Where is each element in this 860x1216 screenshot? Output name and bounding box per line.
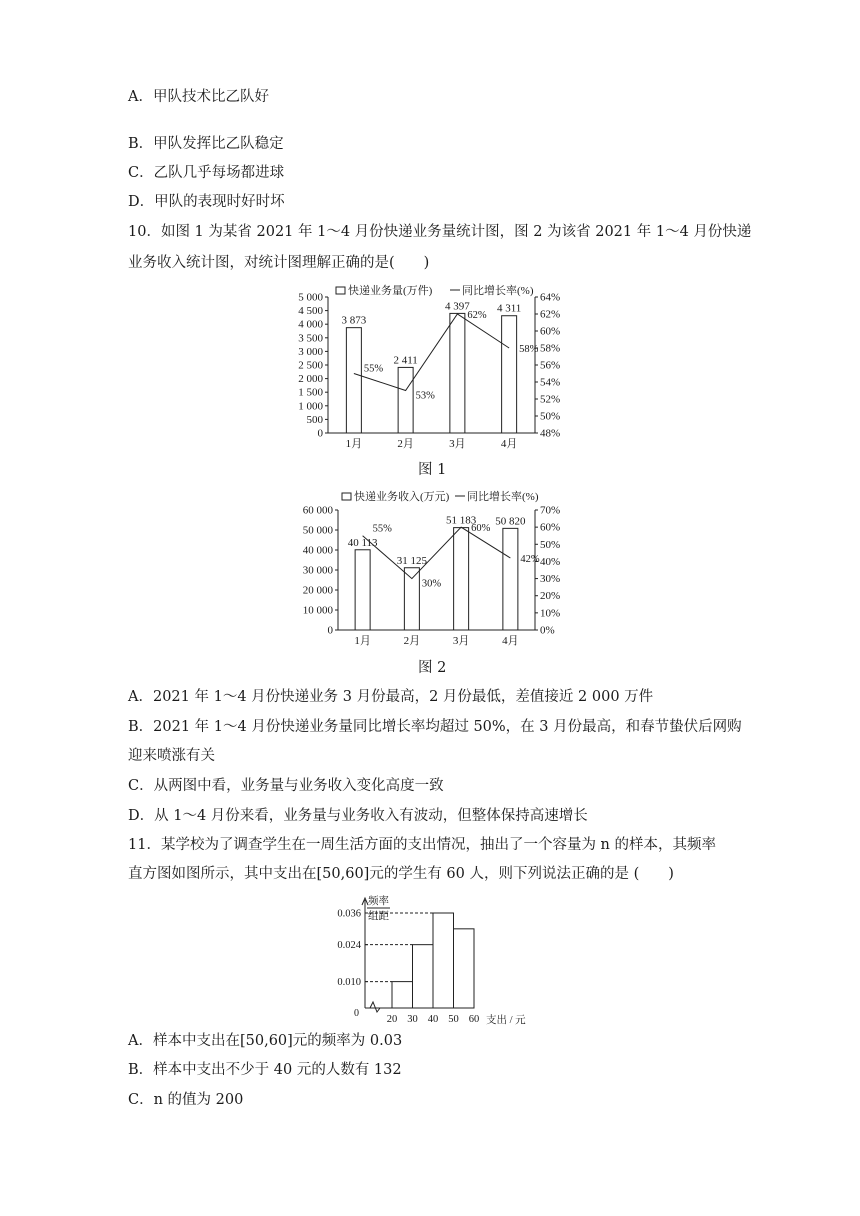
- y-tick-label: 500: [306, 413, 323, 426]
- y-tick-label: 1 000: [298, 400, 323, 413]
- fig2-caption: 图 2: [418, 660, 447, 676]
- bar-value-label: 3 873: [341, 314, 367, 327]
- q10-option-c: C．从两图中看，业务量与业务收入变化高度一致: [128, 778, 444, 794]
- q10-option-a: A．2021 年 1～4 月份快递业务 3 月份最高，2 月份最低，差值接近 2 000 万件: [128, 689, 654, 705]
- y2-tick-label: 60%: [540, 325, 561, 338]
- origin-label: 0: [354, 1008, 359, 1019]
- bar-value-label: 51 183: [446, 514, 477, 527]
- bar: [450, 313, 465, 433]
- y-tick-label: 20 000: [302, 584, 333, 597]
- growth-rate-label: 53%: [415, 390, 435, 402]
- bar-value-label: 2 411: [393, 354, 418, 367]
- q11-option-c: C．n 的值为 200: [128, 1092, 244, 1108]
- y2-tick-label: 50%: [540, 538, 561, 551]
- growth-rate-label: 58%: [519, 344, 539, 355]
- bar-value-label: 4 397: [445, 300, 470, 313]
- legend-bar-swatch: [336, 287, 345, 294]
- q11-option-a: A．样本中支出在[50,60]元的频率为 0.03: [128, 1033, 403, 1049]
- x-tick-label: 4月: [500, 438, 518, 450]
- y2-tick-label: 60%: [540, 521, 561, 534]
- y-tick-label: 0.036: [337, 908, 361, 920]
- bar: [355, 550, 370, 630]
- x-tick-label: 30: [407, 1014, 418, 1025]
- bar: [398, 367, 413, 433]
- y-tick-label: 5 000: [298, 291, 323, 304]
- fig2-chart: [280, 490, 580, 650]
- y-tick-label: 0: [317, 427, 323, 440]
- growth-rate-label: 60%: [471, 523, 491, 535]
- y2-tick-label: 56%: [540, 359, 561, 372]
- x-tick-label: 3月: [452, 635, 470, 647]
- y-tick-label: 30 000: [302, 564, 333, 577]
- y2-tick-label: 62%: [540, 308, 561, 321]
- bar: [346, 328, 361, 433]
- y2-tick-label: 40%: [540, 555, 561, 568]
- y-tick-label: 2 500: [298, 359, 323, 372]
- y-tick-label: 0.024: [337, 940, 361, 952]
- growth-rate-label: 42%: [520, 554, 540, 565]
- x-tick-label: 60: [468, 1014, 480, 1025]
- q9-option-c: C．乙队几乎每场都进球: [128, 165, 285, 181]
- q10-option-b: B．2021 年 1～4 月份快递业务量同比增长率均超过 50%，在 3 月份最高，和春节蛰伏后网购: [128, 719, 742, 735]
- q11-option-b: B．样本中支出不少于 40 元的人数有 132: [128, 1062, 402, 1078]
- y-tick-label: 2 000: [298, 373, 323, 386]
- q9-option-a: A．甲队技术比乙队好: [128, 89, 269, 105]
- bar-value-label: 40 113: [347, 536, 378, 549]
- bar: [502, 316, 517, 433]
- y-tick-label: 4 000: [298, 318, 323, 331]
- y-tick-label: 0: [327, 624, 333, 637]
- y-tick-label: 50 000: [302, 524, 333, 537]
- y-tick-label: 10 000: [302, 604, 333, 617]
- y2-tick-label: 20%: [540, 590, 561, 603]
- x-tick-label: 3月: [449, 438, 466, 450]
- legend-bar-label: 快递业务量(万件): [348, 285, 433, 297]
- growth-rate-line: [363, 527, 511, 578]
- x-axis-label: 支出 / 元: [486, 1015, 526, 1026]
- growth-rate-label: 55%: [363, 363, 384, 375]
- fig1-chart: [280, 282, 580, 457]
- q10-option-d: D．从 1～4 月份来看，业务量与业务收入有波动，但整体保持高速增长: [128, 808, 588, 824]
- bar-value-label: 50 820: [495, 515, 526, 528]
- y2-tick-label: 50%: [540, 410, 561, 423]
- legend-line-label: 同比增长率(%): [462, 285, 534, 297]
- y2-tick-label: 52%: [540, 393, 561, 406]
- growth-rate-label: 30%: [421, 578, 442, 590]
- x-tick-label: 1月: [354, 635, 371, 647]
- histogram-bar: [413, 945, 434, 1008]
- axis-break-mark: [370, 1002, 380, 1012]
- x-tick-label: 40: [427, 1014, 439, 1025]
- histogram-chart: [320, 890, 540, 1030]
- histogram-bar: [392, 982, 413, 1008]
- y-tick-label: 3 000: [298, 345, 323, 358]
- q9-option-b: B．甲队发挥比乙队稳定: [128, 136, 284, 152]
- q11-stem-line2: 直方图如图所示，其中支出在[50,60]元的学生有 60 人，则下列说法正确的是 ( ): [128, 866, 674, 882]
- y-label-top: 频率: [368, 896, 389, 907]
- bar: [404, 568, 419, 630]
- bar-value-label: 31 125: [396, 554, 427, 567]
- y2-tick-label: 10%: [540, 607, 561, 620]
- growth-rate-label: 55%: [372, 523, 392, 535]
- histogram-bar: [454, 929, 475, 1008]
- x-tick-label: 2月: [397, 438, 414, 450]
- x-tick-label: 4月: [502, 635, 519, 647]
- x-tick-label: 20: [386, 1014, 398, 1025]
- y-tick-label: 1 500: [298, 386, 323, 399]
- legend-bar-swatch: [342, 493, 351, 500]
- y-tick-label: 3 500: [298, 332, 323, 345]
- q10-option-b-cont: 迎来喷涨有关: [128, 748, 215, 764]
- y2-tick-label: 70%: [540, 504, 561, 517]
- x-tick-label: 50: [448, 1014, 459, 1025]
- y2-tick-label: 30%: [540, 573, 561, 586]
- growth-rate-label: 62%: [467, 310, 487, 321]
- growth-rate-line: [354, 314, 509, 391]
- bar: [454, 528, 469, 630]
- x-tick-label: 1月: [345, 438, 363, 450]
- y2-tick-label: 54%: [540, 376, 561, 389]
- y2-tick-label: 0%: [540, 624, 555, 637]
- y-tick-label: 0.010: [337, 977, 361, 989]
- y-tick-label: 4 500: [298, 305, 323, 318]
- legend-line-label: 同比增长率(%): [467, 491, 539, 503]
- q11-stem-line1: 11．某学校为了调查学生在一周生活方面的支出情况，抽出了一个容量为 n 的样本，其频率: [128, 837, 717, 853]
- q10-stem-line1: 10．如图 1 为某省 2021 年 1～4 月份快递业务量统计图，图 2 为该省 2021 年 1～4 月份快递: [128, 224, 752, 240]
- x-tick-label: 2月: [403, 635, 421, 647]
- fig1-caption: 图 1: [418, 462, 447, 478]
- y-label-bottom: 组距: [368, 911, 389, 922]
- q9-option-d: D．甲队的表现时好时坏: [128, 194, 285, 210]
- y2-tick-label: 58%: [540, 342, 561, 355]
- bar: [503, 528, 518, 630]
- y2-tick-label: 48%: [540, 427, 561, 440]
- histogram-bar: [433, 913, 454, 1008]
- y-tick-label: 60 000: [302, 504, 333, 517]
- bar-value-label: 4 311: [496, 302, 522, 315]
- q10-stem-line2: 业务收入统计图，对统计图理解正确的是( ): [128, 255, 430, 271]
- y2-tick-label: 64%: [540, 291, 561, 304]
- y-tick-label: 40 000: [302, 544, 333, 557]
- legend-bar-label: 快递业务收入(万元): [354, 491, 450, 503]
